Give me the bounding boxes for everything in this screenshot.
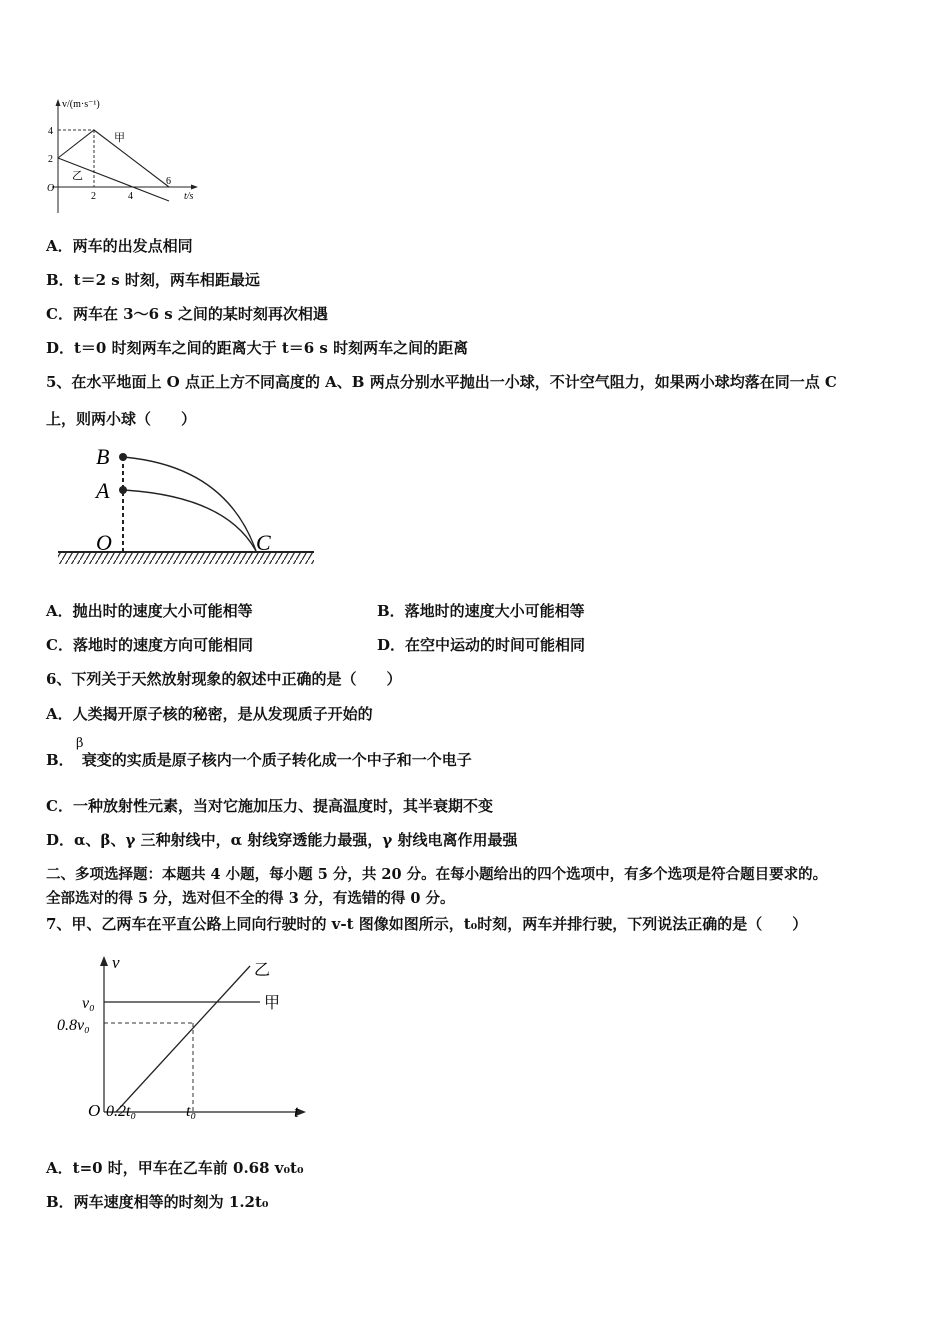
fig3-origin: O: [88, 1101, 101, 1120]
fig3-yi-label: 乙: [254, 962, 271, 979]
q5-option-d: D．在空中运动的时间可能相同: [377, 636, 586, 654]
q6-option-a: A．人类揭开原子核的秘密，是从发现质子开始的: [46, 705, 373, 723]
fig1-jia-label: 甲: [114, 132, 125, 144]
fig3-t-label: t: [294, 1102, 299, 1121]
q7-option-b: B．两车速度相等的时刻为 1.2t₀: [46, 1193, 269, 1211]
fig1-vt-graph: [44, 96, 214, 218]
q4-option-d: D．t＝0 时刻两车之间的距离大于 t＝6 s 时刻两车之间的距离: [46, 339, 469, 357]
fig3-v0-tick: v₀: [82, 995, 95, 1012]
q5-stem-line2: 上，则两小球（ ）: [46, 410, 197, 428]
q5-option-c: C．落地时的速度方向可能相同: [46, 636, 253, 654]
fig3-yi-line: [116, 966, 250, 1112]
q4-option-b: B．t＝2 s 时刻，两车相距最远: [46, 271, 260, 289]
fig3-jia-label: 甲: [264, 995, 281, 1012]
fig1-xtick-6: 6: [166, 176, 171, 187]
fig3-v08-tick: 0.8v₀: [57, 1017, 90, 1034]
fig1-y-label: v/(m·s⁻¹): [62, 99, 100, 110]
q6-option-b-text: 衰变的实质是原子核内一个质子转化成一个中子和一个电子: [81, 751, 472, 769]
fig1-yi-label: 乙: [72, 170, 83, 182]
q7-option-a: A．t=0 时，甲车在乙车前 0.68 v₀t₀: [46, 1159, 304, 1177]
fig3-t0-tick: t₀: [186, 1103, 197, 1120]
fig1-origin: O: [47, 183, 55, 194]
fig1-x-label: t/s: [184, 191, 194, 202]
fig3-v-label: v: [112, 953, 120, 972]
q7-stem: 7、甲、乙两车在平直公路上同向行驶时的 v-t 图像如图所示，t₀时刻，两车并排行驶，下列说法正确的是（ ）: [46, 915, 808, 933]
fig1-xtick-2: 2: [91, 191, 96, 202]
q6-option-b: [46, 750, 472, 770]
q6-option-b-prefix: B．: [46, 751, 74, 769]
q5-option-b: B．落地时的速度大小可能相等: [377, 602, 585, 620]
q4-option-a: A．两车的出发点相同: [46, 237, 193, 255]
point-a-label: A: [96, 478, 110, 503]
q6-option-c: C．一种放射性元素，当对它施加压力、提高温度时，其半衰期不变: [46, 797, 493, 815]
q5-stem-line1: 5、在水平地面上 O 点正上方不同高度的 A、B 两点分别水平抛出一小球，不计空气阻力，如果两小球均落在同一点 C: [46, 373, 837, 391]
fig1-tick-2: 2: [48, 154, 53, 165]
q5-option-a: A．抛出时的速度大小可能相等: [46, 602, 253, 620]
q6-stem: 6、下列关于天然放射现象的叙述中正确的是（ ）: [46, 670, 402, 688]
fig1-xtick-4: 4: [128, 191, 133, 202]
fig2-projectile-diagram: [56, 440, 318, 570]
point-c-label: C: [256, 530, 271, 555]
fig3-t02-tick: 0.2t₀: [106, 1103, 137, 1120]
point-o-label: O: [96, 530, 112, 555]
beta-symbol: β: [76, 736, 84, 751]
point-b-label: B: [96, 444, 110, 469]
section2-line1: 二、多项选择题：本题共 4 小题，每小题 5 分，共 20 分。在每小题给出的四个选项中，有多个选项是符合题目要求的。: [46, 866, 828, 883]
fig1-tick-4: 4: [48, 126, 53, 137]
q6-option-d: D．α、β、γ 三种射线中，α 射线穿透能力最强，γ 射线电离作用最强: [46, 831, 518, 849]
fig3-vt-graph: [54, 950, 314, 1130]
trajectory-b: [123, 457, 256, 551]
trajectory-a: [123, 490, 256, 551]
q4-option-c: C．两车在 3～6 s 之间的某时刻再次相遇: [46, 305, 328, 323]
section2-line2: 全部选对的得 5 分，选对但不全的得 3 分，有选错的得 0 分。: [46, 890, 455, 907]
